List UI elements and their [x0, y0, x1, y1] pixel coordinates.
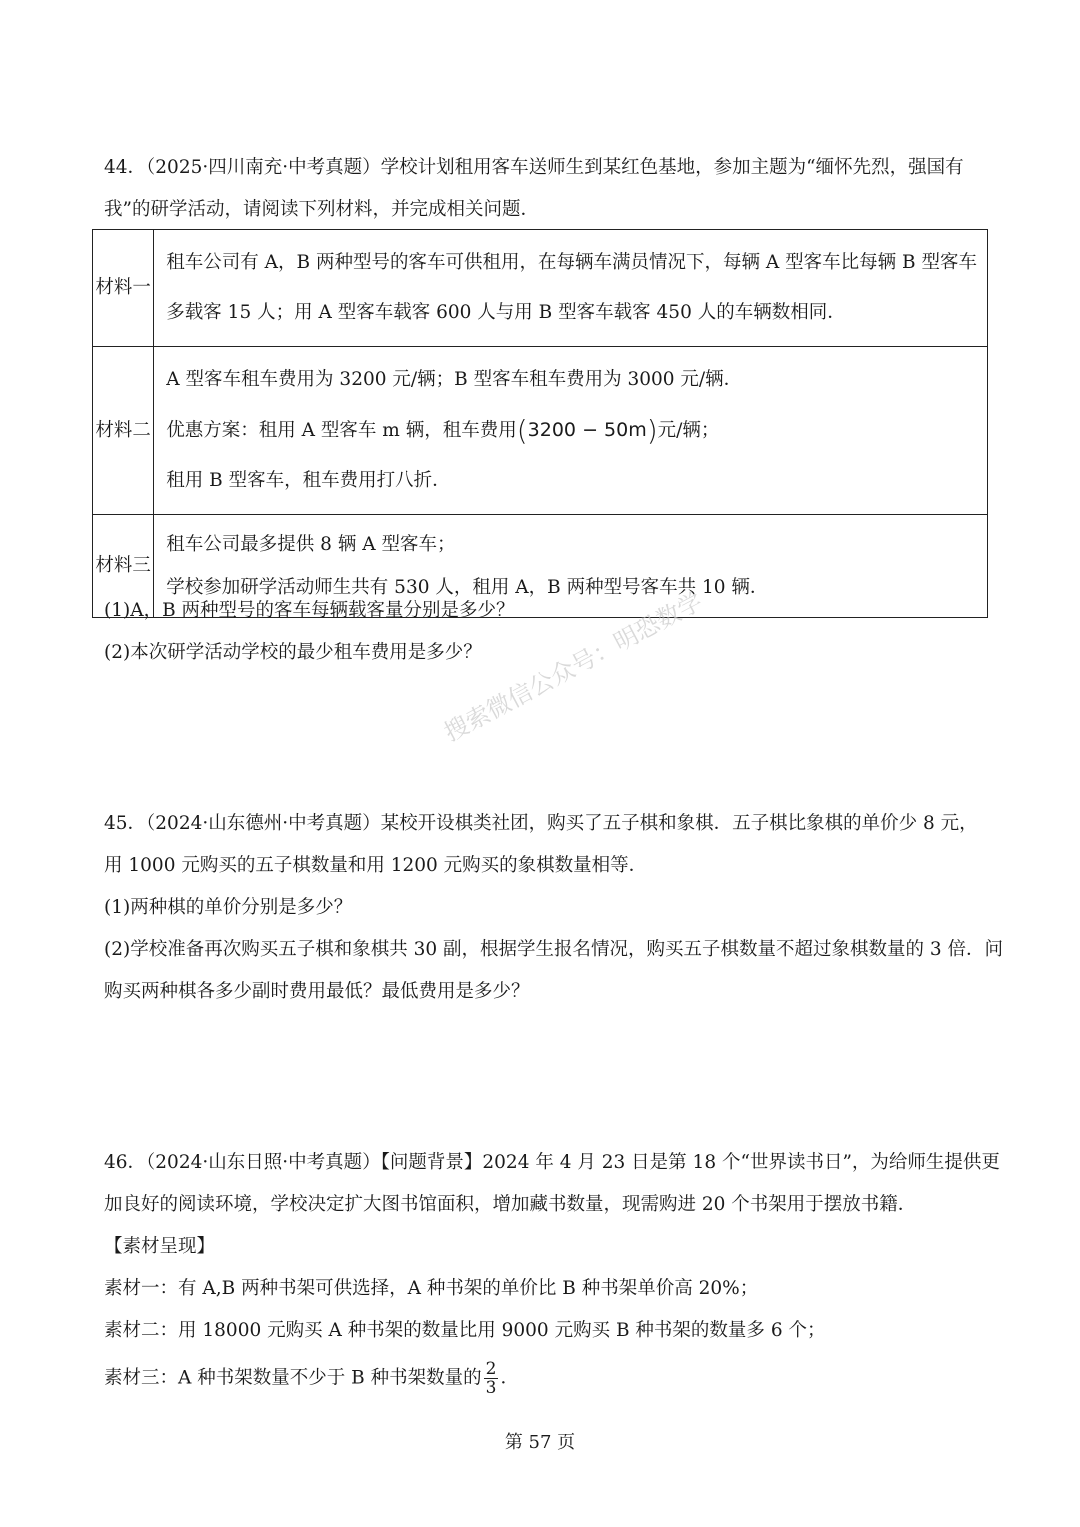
q46-stem-line1: 46．（2024·山东日照·中考真题）【问题背景】2024 年 4 月 23 日是第 18 个“世界读书日”，为给师生提供更 [104, 1152, 1000, 1173]
q46-material-3 [104, 1360, 990, 1397]
q46-material-3-suffix: ． [500, 1367, 519, 1389]
material-2-label: 材料二 [93, 347, 154, 515]
material-2-line2-prefix: 优惠方案：租用 A 型客车 m 辆，租车费用 [166, 420, 517, 441]
material-1-content [154, 230, 988, 347]
q44-stem-line2: 我”的研学活动，请阅读下列材料，并完成相关问题． [104, 199, 539, 220]
discount-formula-expr: 3200 − 50m [527, 419, 647, 441]
q45-sub2-line1: (2)学校准备再次购买五子棋和象棋共 30 副，根据学生报名情况，购买五子棋数量不超过象棋数量的 3 倍．问 [104, 939, 1004, 960]
discount-formula: (3200 − 50m) [516, 414, 658, 447]
material-2-line2-suffix: 元/辆； [657, 420, 720, 441]
material-row-1 [93, 230, 988, 347]
watermark: 搜索微信公众号：明恐数学 [439, 587, 708, 748]
material-3-line2: 学校参加研学活动师生共有 530 人，租用 A，B 两种型号客车共 10 辆． [166, 577, 769, 598]
fraction-numerator: 2 [485, 1359, 497, 1379]
q46-stem-line2: 加良好的阅读环境，学校决定扩大图书馆面积，增加藏书数量，现需购进 20 个书架用于摆放书籍． [104, 1194, 917, 1215]
page-number: 第 57 页 [504, 1432, 576, 1453]
material-2-line3: 租用 B 型客车，租车费用打八折． [166, 470, 451, 491]
q44-stem-line1: 44．（2025·四川南充·中考真题）学校计划租用客车送师生到某红色基地，参加主题为“缅怀先烈，强国有 [104, 157, 964, 178]
material-1-line2: 多载客 15 人；用 A 型客车载客 600 人与用 B 型客车载客 450 人的车辆数相同． [166, 302, 846, 323]
q45-stem-line2: 用 1000 元购买的五子棋数量和用 1200 元购买的象棋数量相等． [104, 855, 648, 876]
fraction-denominator: 3 [485, 1378, 497, 1398]
material-3-label: 材料三 [93, 515, 154, 618]
q46-material-heading: 【素材呈现】 [104, 1236, 216, 1257]
q45-sub2-line2: 购买两种棋各多少副时费用最低？最低费用是多少？ [104, 981, 530, 1002]
material-1-line1: 租车公司有 A，B 两种型号的客车可供租用，在每辆车满员情况下，每辆 A 型客车比每辆 B 型客车 [166, 252, 977, 273]
material-row-2 [93, 347, 988, 515]
q45-stem-line1: 45．（2024·山东德州·中考真题）某校开设棋类社团，购买了五子棋和象棋．五子棋比象棋的单价少 8 元， [104, 813, 978, 834]
q44-sub1: (1)A，B 两种型号的客车每辆载客量分别是多少？ [104, 600, 515, 621]
q46-material-3-prefix: 素材三：A 种书架数量不少于 B 种书架数量的 [104, 1367, 482, 1389]
material-2-content [154, 347, 988, 515]
material-1-label: 材料一 [93, 230, 154, 347]
q45-sub1: (1)两种棋的单价分别是多少？ [104, 897, 353, 918]
fraction-two-thirds [484, 1360, 499, 1397]
material-3-line1: 租车公司最多提供 8 辆 A 型客车； [166, 534, 456, 555]
q46-material-1: 素材一：有 A,B 两种书架可供选择，A 种书架的单价比 B 种书架单价高 20%； [104, 1278, 759, 1299]
material-2-line1: A 型客车租车费用为 3200 元/辆；B 型客车租车费用为 3000 元/辆． [166, 369, 743, 390]
q44-material-table [92, 229, 988, 618]
q46-material-2: 素材二：用 18000 元购买 A 种书架的数量比用 9000 元购买 B 种书架的数量多 6 个； [104, 1320, 826, 1341]
q44-sub2: (2)本次研学活动学校的最少租车费用是多少？ [104, 642, 482, 663]
material-2-line2 [166, 405, 977, 456]
